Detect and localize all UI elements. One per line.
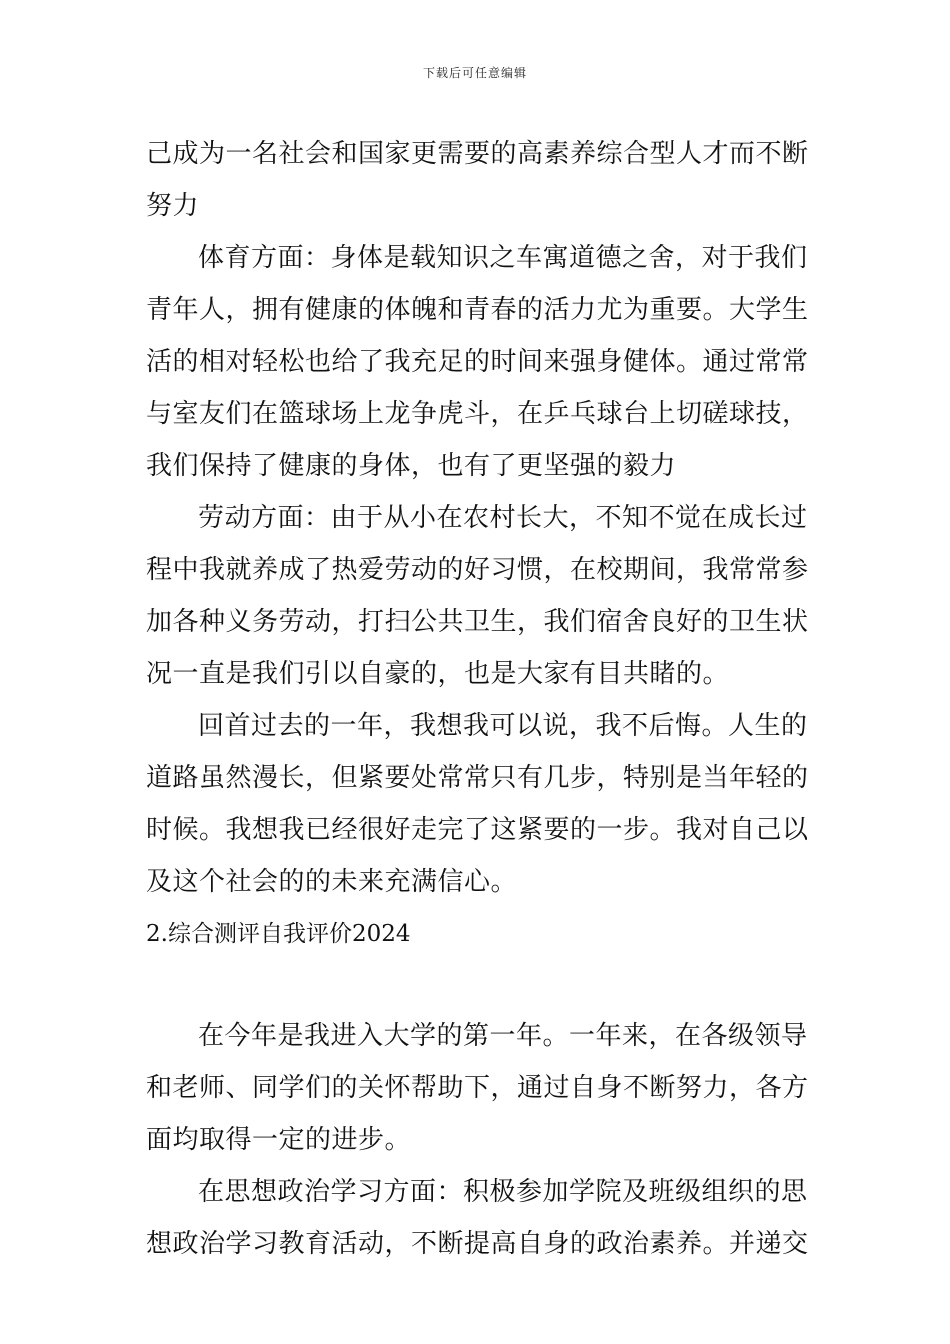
text-line: 面均取得一定的进步。 [146, 1125, 412, 1155]
text-line: 和老师、同学们的关怀帮助下，通过自身不断努力，各方 [146, 1073, 809, 1103]
text-line: 及这个社会的的未来充满信心。 [146, 867, 518, 897]
text-line: 己成为一名社会和国家更需要的高素养综合型人才而不断 [146, 139, 809, 169]
text-line: 加各种义务劳动，打扫公共卫生，我们宿舍良好的卫生状 [146, 607, 809, 637]
section-heading: 2.综合测评自我评价2024 [146, 921, 411, 947]
text-line: 道路虽然漫长，但紧要处常常只有几步，特别是当年轻的 [146, 763, 809, 793]
text-line: 青年人，拥有健康的体魄和青春的活力尤为重要。大学生 [146, 295, 809, 325]
text-line: 与室友们在篮球场上龙争虎斗，在乒乓球台上切磋球技， [146, 399, 809, 429]
paragraph-labor [146, 492, 809, 700]
text-line: 活的相对轻松也给了我充足的时间来强身健体。通过常常 [146, 347, 809, 377]
paragraph-politics [146, 1166, 809, 1270]
paragraph-intro [146, 1010, 809, 1166]
paragraph [146, 128, 809, 232]
page-header: 下载后可任意编辑 [422, 66, 527, 80]
text-line: 况一直是我们引以自豪的，也是大家有目共睹的。 [146, 659, 730, 689]
paragraph-sports [146, 232, 809, 492]
text-line: 劳动方面：由于从小在农村长大，不知不觉在成长过 [198, 503, 808, 533]
text-line: 我们保持了健康的身体，也有了更坚强的毅力 [146, 451, 677, 481]
paragraph-review [146, 700, 809, 908]
text-line: 努力 [146, 191, 200, 221]
text-line: 程中我就养成了热爱劳动的好习惯，在校期间，我常常参 [146, 555, 809, 585]
text-line: 想政治学习教育活动，不断提高自身的政治素养。并递交 [146, 1229, 809, 1259]
text-line: 在思想政治学习方面：积极参加学院及班级组织的思 [198, 1177, 808, 1207]
text-line: 体育方面：身体是载知识之车寓道德之舍，对于我们 [198, 243, 808, 273]
document-body [146, 128, 809, 1270]
text-line: 时候。我想我已经很好走完了这紧要的一步。我对自己以 [146, 815, 809, 845]
text-line: 在今年是我进入大学的第一年。一年来，在各级领导 [198, 1021, 808, 1051]
spacer [146, 960, 806, 1010]
text-line: 回首过去的一年，我想我可以说，我不后悔。人生的 [198, 711, 808, 741]
